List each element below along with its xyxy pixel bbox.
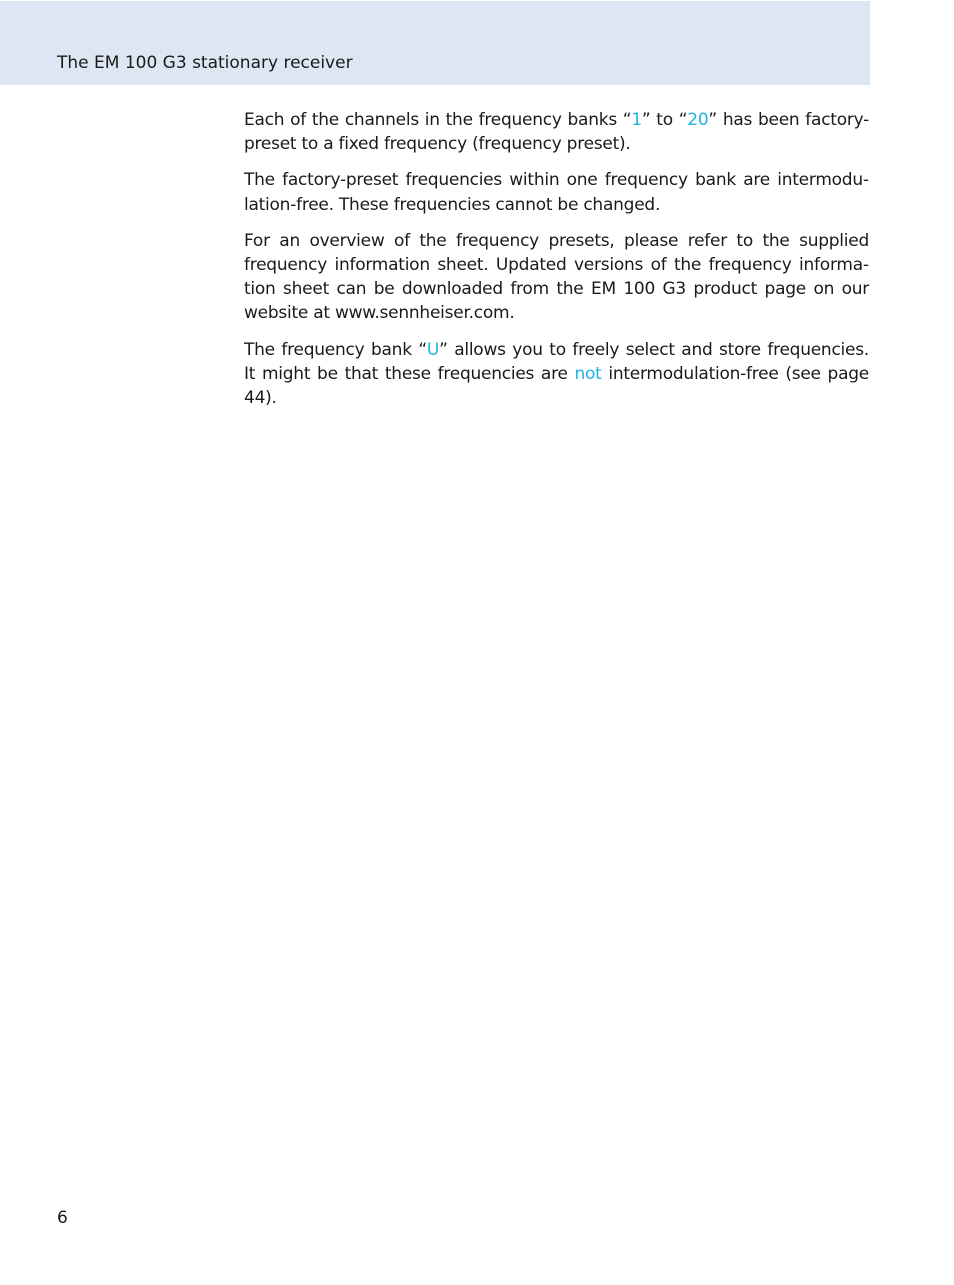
- text-run: intermodulation-free (see page 44).: [244, 363, 869, 409]
- text-run: Each of the channels in the frequency banks “: [244, 110, 632, 130]
- bank-number-20: 20: [687, 110, 709, 130]
- paragraph-intermodulation: The factory-preset frequencies within one frequency bank are intermodulation-free. These frequencies cannot be changed.: [244, 170, 869, 215]
- bank-number-1: 1: [631, 110, 642, 130]
- body-text: [244, 108, 869, 422]
- page-number: 6: [57, 1208, 68, 1228]
- paragraph-frequency-banks: [244, 108, 869, 156]
- bank-letter-u: U: [426, 339, 440, 360]
- text-run: ” has been factory-preset to a fixed frequency (frequency preset).: [244, 110, 869, 155]
- text-run: The frequency bank “: [244, 339, 427, 360]
- text-run: ” to “: [641, 110, 688, 130]
- emphasis-not: not: [574, 363, 602, 384]
- page-header-title: The EM 100 G3 stationary receiver: [57, 53, 353, 73]
- text-run: ” allows you to freely select and store frequencies. It might be that these frequencies are: [244, 339, 869, 384]
- paragraph-overview: For an overview of the frequency presets, please refer to the supplied frequency information sheet. Updated versions of the frequency information sheet can be downloaded from the EM 100 G3 product page on our website at www.sennheiser.com.: [244, 230, 869, 324]
- paragraph-bank-u: [244, 338, 869, 411]
